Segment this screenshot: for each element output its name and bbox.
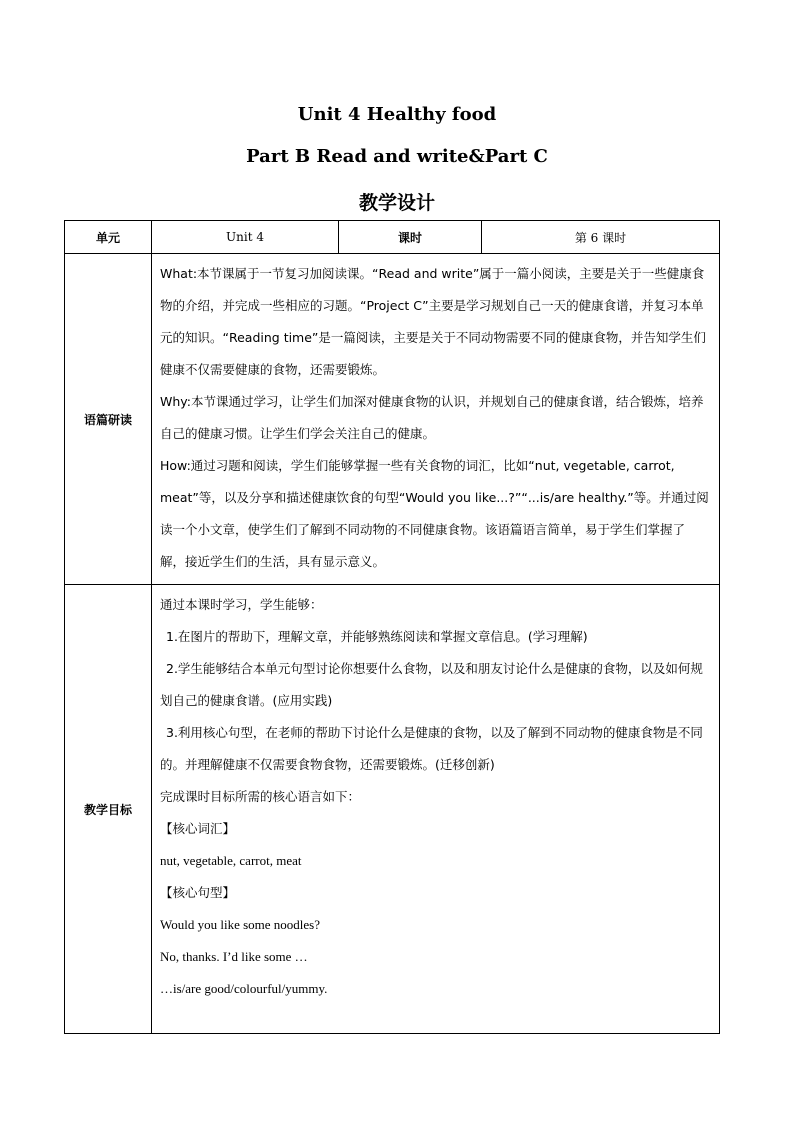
header-row <box>65 221 720 254</box>
objectives-row <box>65 585 720 1034</box>
objective-item: 1.在图片的帮助下，理解文章，并能够熟练阅读和掌握文章信息。(学习理解) <box>166 629 588 644</box>
analysis-how: How:通过习题和阅读，学生们能够掌握一些有关食物的词汇，比如“nut, vegetable, carrot, meat”等，以及分享和描述健康饮食的句型“Would you like...?”“...is/are healthy.”等。并通过阅读一个小文章，使学生们了解到不同动物的不同健康食物。该语篇语言简单，易于学生们掌握了解，接近学生们的生活，具有显示意义。 <box>160 458 709 569</box>
vocab-heading: 【核心词汇】 <box>160 821 236 836</box>
pattern-line: …is/are good/colourful/yummy. <box>160 981 328 996</box>
lesson-value: 第 6 课时 <box>482 221 720 254</box>
analysis-why: Why:本节课通过学习，让学生们加深对健康食物的认识，并规划自己的健康食谱，结合锻炼，培养自己的健康习惯。让学生们学会关注自己的健康。 <box>160 394 704 441</box>
analysis-row <box>65 254 720 585</box>
pattern-line: No, thanks. I’d like some … <box>160 949 308 964</box>
unit-label: 单元 <box>65 221 152 254</box>
objective-item: 2.学生能够结合本单元句型讨论你想要什么食物，以及和朋友讨论什么是健康的食物，以及如何规划自己的健康食谱。(应用实践) <box>160 661 703 708</box>
lesson-label: 课时 <box>339 221 482 254</box>
unit-value: Unit 4 <box>152 221 339 254</box>
analysis-label: 语篇研读 <box>65 254 152 585</box>
analysis-content <box>152 254 720 585</box>
pattern-heading: 【核心句型】 <box>160 885 236 900</box>
analysis-what: What:本节课属于一节复习加阅读课。“Read and write”属于一篇小阅读，主要是关于一些健康食物的介绍，并完成一些相应的习题。“Project C”主要是学习规划自己一天的健康食谱，并复习本单元的知识。“Reading time”是一篇阅读，主要是关于不同动物需要不同的健康食物，并告知学生们健康不仅需要健康的食物，还需要锻炼。 <box>160 266 706 377</box>
objectives-label: 教学目标 <box>65 585 152 1034</box>
objective-item: 3.利用核心句型，在老师的帮助下讨论什么是健康的食物，以及了解到不同动物的健康食物是不同的。并理解健康不仅需要食物食物，还需要锻炼。(迁移创新) <box>160 725 703 772</box>
objectives-content <box>152 585 720 1034</box>
objectives-intro: 通过本课时学习，学生能够： <box>160 597 323 612</box>
vocab-list: nut, vegetable, carrot, meat <box>160 853 302 868</box>
core-language-intro: 完成课时目标所需的核心语言如下： <box>160 789 361 804</box>
lesson-plan-table <box>64 220 720 1034</box>
title-part: Part B Read and write&Part C <box>246 146 548 167</box>
title-unit: Unit 4 Healthy food <box>297 104 497 125</box>
pattern-line: Would you like some noodles? <box>160 917 320 932</box>
title-design: 教学设计 <box>358 192 435 214</box>
